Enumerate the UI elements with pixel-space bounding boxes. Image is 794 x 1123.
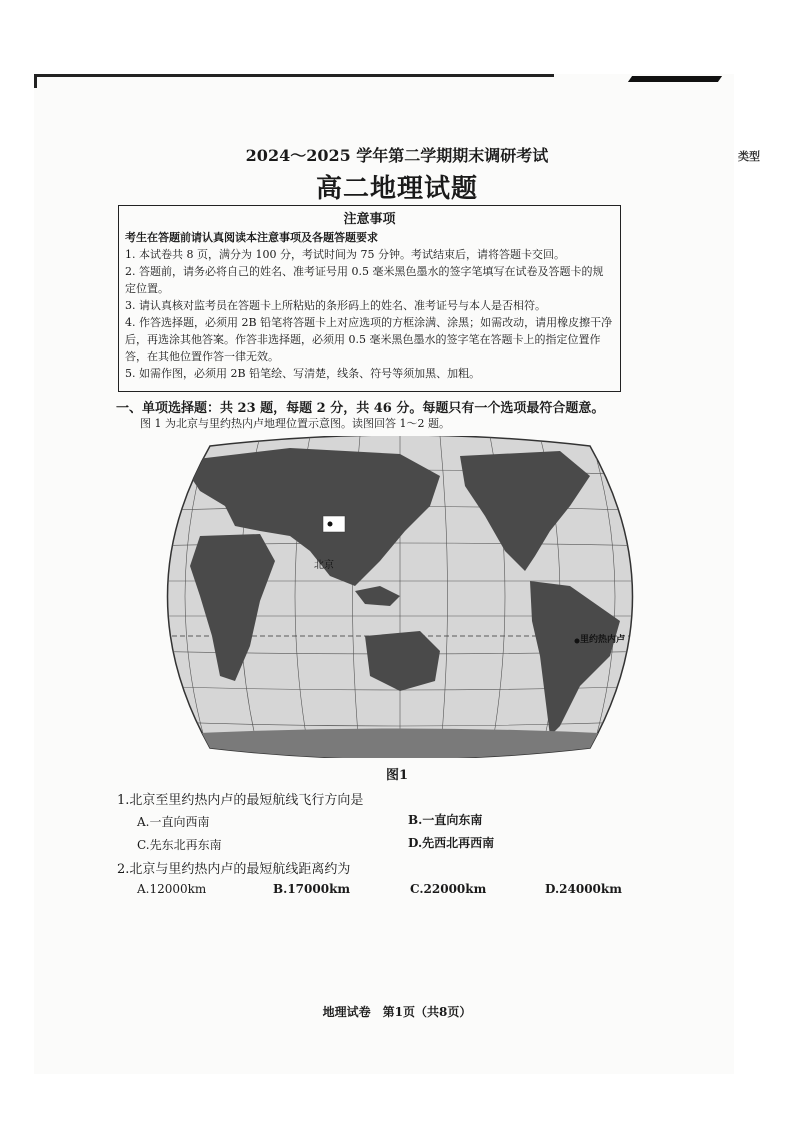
page-footer: 地理试卷 第1页（共8页） xyxy=(322,1005,472,1019)
rio-marker xyxy=(575,639,580,644)
scan-corner-mark xyxy=(628,76,722,82)
notice-item: 3. 请认真核对监考员在答题卡上所粘贴的条形码上的姓名、准考证号与本人是否相符。 xyxy=(125,299,546,312)
world-map-figure xyxy=(140,436,660,758)
question-2-stem: 2.北京与里约热内卢的最短航线距离约为 xyxy=(117,862,351,877)
exam-main-title: 高二地理试题 xyxy=(315,174,478,204)
question-2-option-b: B.17000km xyxy=(273,882,351,896)
question-1-option-b: B.一直向东南 xyxy=(408,813,483,827)
notice-item: 1. 本试卷共 8 页，满分为 100 分，考试时间为 75 分钟。考试结束后，请将答题卡交回。 xyxy=(125,248,565,261)
notice-item: 4. 作答选择题，必须用 2B 铅笔将答题卡上对应选项的方框涂满、涂黑；如需改动，请用橡皮擦干净后，再选涂其他答案。作答非选择题，必须用 0.5 毫米黑色墨水的签字笔在答题卡上的指定位置作答，在其他位置作答一律无效。 xyxy=(125,316,613,363)
question-1-option-d: D.先西北再西南 xyxy=(408,836,495,850)
question-2-option-c: C.22000km xyxy=(410,882,487,896)
notice-subheading: 考生在答题前请认真阅读本注意事项及各题答题要求 xyxy=(125,231,378,244)
scan-edge xyxy=(34,74,554,77)
notice-heading: 注意事项 xyxy=(343,212,396,227)
question-1-option-c: C.先东北再东南 xyxy=(137,838,222,852)
label-rio: 里约热内卢 xyxy=(580,635,626,645)
scan-edge-left xyxy=(34,74,37,88)
notice-item: 5. 如需作图，必须用 2B 铅笔绘、写清楚，线条、符号等须加黑、加粗。 xyxy=(125,367,481,380)
beijing-marker xyxy=(328,522,333,527)
question-1-option-a: A.一直向西南 xyxy=(137,815,210,829)
notice-item: 2. 答题前，请务必将自己的姓名、准考证号用 0.5 毫米黑色墨水的签字笔填写在试卷及答题卡的规定位置。 xyxy=(125,265,604,295)
side-note: 类型 xyxy=(738,150,760,163)
china-outline xyxy=(323,516,345,532)
exam-year-title: 2024～2025 学年第二学期期末调研考试 xyxy=(245,146,549,165)
world-map-svg xyxy=(140,436,660,758)
map-intro-text: 图 1 为北京与里约热内卢地理位置示意图。读图回答 1～2 题。 xyxy=(140,417,450,430)
section-heading: 一、单项选择题：共 23 题，每题 2 分，共 46 分。每题只有一个选项最符合题意。 xyxy=(116,401,605,416)
question-2-option-a: A.12000km xyxy=(137,882,207,896)
label-beijing: 北京 xyxy=(314,560,334,571)
question-1-stem: 1.北京至里约热内卢的最短航线飞行方向是 xyxy=(117,793,364,808)
landmass-antarctica xyxy=(140,729,660,759)
notice-box xyxy=(118,205,621,392)
figure-caption: 图1 xyxy=(385,768,409,783)
question-2-option-d: D.24000km xyxy=(545,882,622,896)
